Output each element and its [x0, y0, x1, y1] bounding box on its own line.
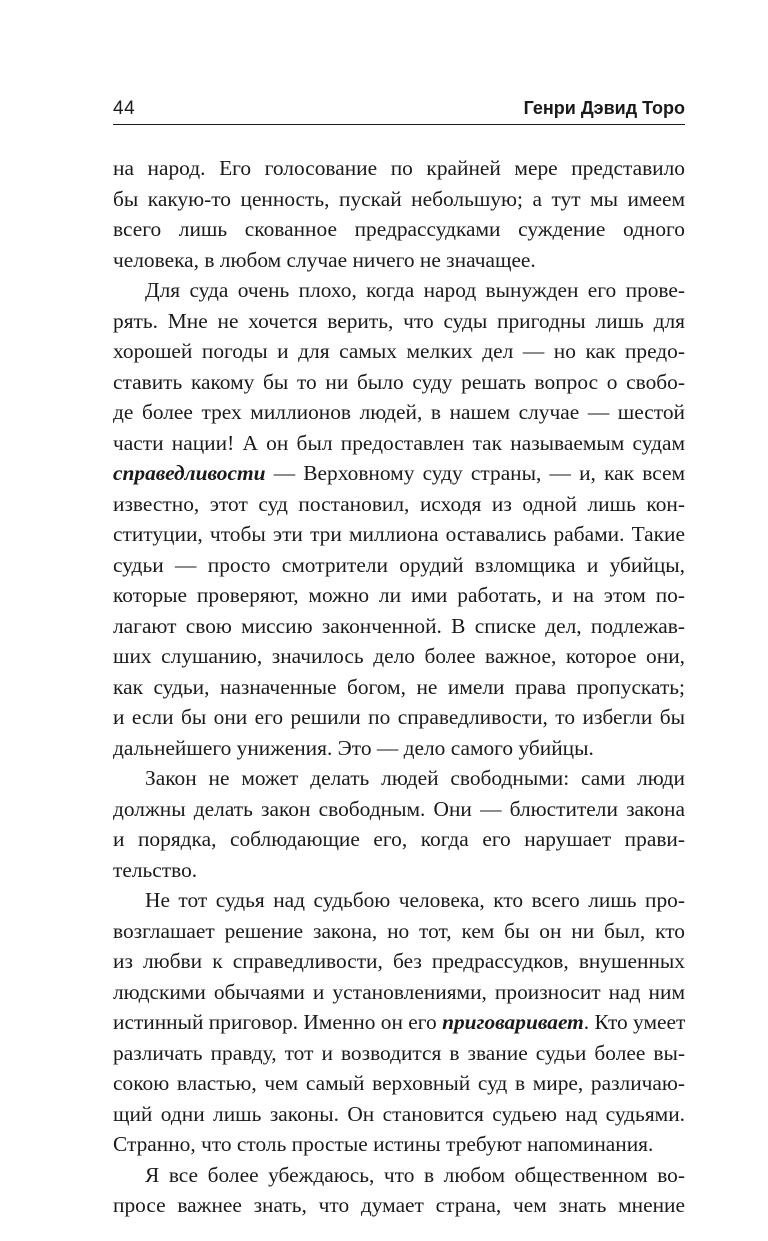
text-line — [113, 1038, 685, 1069]
text-run: различать правду, тот и возводится в звание судьи более вы- — [113, 1040, 685, 1065]
text-run: просе важнее знать, что думает страна, чем знать мнение — [113, 1193, 685, 1217]
text-run: людскими обычаями и установлениями, произносит над ним — [113, 979, 685, 1004]
text-run: из любви к справедливости, без предрассудков, внушенных — [113, 949, 685, 973]
text-line — [113, 489, 685, 520]
page-number: 44 — [113, 98, 136, 119]
text-run: известно, этот суд постановил, исходя из одной лишь кон- — [113, 491, 685, 516]
text-run: ставить какому бы то ни было суду решать вопрос о свобо- — [113, 369, 685, 394]
running-title: Генри Дэвид Торо — [523, 98, 685, 118]
text-line — [113, 336, 685, 367]
text-line — [113, 184, 685, 215]
text-line — [113, 733, 685, 764]
text-run: Не тот судья над судьбою человека, кто всего лишь про- — [145, 888, 685, 912]
text-line — [113, 214, 685, 245]
text-run: щий одни лишь законы. Он становится судьею над судьями. — [113, 1101, 685, 1126]
paragraph — [113, 275, 685, 763]
paragraph — [113, 153, 685, 275]
text-run: на народ. Его голосование по крайней мере представило — [113, 156, 685, 180]
text-line — [113, 946, 685, 977]
text-run: сокою властью, чем самый верховный суд в мире, различаю- — [113, 1071, 685, 1095]
text-line — [113, 550, 685, 581]
text-line — [113, 611, 685, 642]
text-run: ституции, чтобы эти три миллиона оставались рабами. Такие — [113, 522, 685, 546]
text-run: человека, в любом случае ничего не значащее. — [113, 247, 536, 272]
text-line — [113, 245, 685, 276]
text-run: Странно, что столь простые истины требуют напоминания. — [113, 1132, 654, 1156]
text-run: Я все более убеждаюсь, что в любом общественном во- — [145, 1162, 685, 1187]
body-text — [113, 153, 685, 1221]
text-run: рять. Мне не хочется верить, что суды пригодны лишь для — [113, 308, 685, 333]
emphasized-term: справедливости — [113, 461, 266, 485]
text-line — [113, 977, 685, 1008]
text-run: истинный приговор. Именно он его — [113, 1010, 443, 1034]
text-run: бы какую-то ценность, пускай небольшую; а тут мы имеем — [113, 186, 685, 211]
text-line — [113, 519, 685, 550]
emphasized-term: приговаривает — [442, 1010, 584, 1034]
text-line — [113, 702, 685, 733]
text-run: части нации! А он был предоставлен так называемым судам — [113, 430, 685, 455]
text-line — [113, 1129, 685, 1160]
text-line — [113, 763, 685, 794]
text-run: и если бы они его решили по справедливости, то избегли бы — [113, 705, 685, 729]
text-run: всего лишь скованное предрассудками суждение одного — [113, 217, 685, 241]
text-run: как судьи, назначенные богом, не имели права пропускать; — [113, 674, 685, 699]
text-run: судьи — просто смотрители орудий взломщика и убийцы, — [113, 552, 685, 577]
text-run: де более трех миллионов людей, в нашем случае — шестой — [113, 400, 685, 424]
text-line — [113, 367, 685, 398]
paragraph — [113, 763, 685, 885]
text-line — [113, 1190, 685, 1221]
text-run: которые проверяют, можно ли ими работать, и на этом по- — [113, 583, 685, 607]
text-run: хорошей погоды и для самых мелких дел — но как предо- — [113, 339, 685, 363]
text-line — [113, 916, 685, 947]
text-run: тельство. — [113, 857, 198, 882]
text-line — [113, 1099, 685, 1130]
text-run: дальнейшего унижения. Это — дело самого убийцы. — [113, 735, 594, 760]
page-header — [113, 94, 685, 125]
text-line — [113, 397, 685, 428]
text-run: и порядка, соблюдающие его, когда его нарушает прави- — [113, 827, 685, 851]
text-run: Закон не может делать людей свободными: сами люди — [145, 766, 685, 790]
text-line — [113, 1160, 685, 1191]
text-line — [113, 855, 685, 886]
text-line — [113, 428, 685, 459]
text-line — [113, 306, 685, 337]
text-line — [113, 458, 685, 489]
paragraph — [113, 885, 685, 1160]
text-run: лагают свою миссию законченной. В списке дел, подлежав- — [113, 613, 685, 638]
text-run: — Верховному суду страны, — и, как всем — [265, 461, 685, 485]
text-line — [113, 824, 685, 855]
paragraph — [113, 1160, 685, 1221]
text-line — [113, 1068, 685, 1099]
text-line — [113, 641, 685, 672]
text-line — [113, 885, 685, 916]
book-page — [113, 94, 685, 1221]
text-run: ших слушанию, значилось дело более важное, которое они, — [113, 644, 685, 668]
text-run: возглашает решение закона, но тот, кем бы он ни был, кто — [113, 918, 685, 943]
text-line — [113, 672, 685, 703]
text-line — [113, 1007, 685, 1038]
text-run: . Кто умеет — [583, 1010, 686, 1034]
text-line — [113, 794, 685, 825]
text-run: Для суда очень плохо, когда народ вынужден его прове- — [145, 278, 685, 302]
text-line — [113, 153, 685, 184]
text-line — [113, 580, 685, 611]
text-run: должны делать закон свободным. Они — блюстители закона — [113, 796, 685, 821]
text-line — [113, 275, 685, 306]
